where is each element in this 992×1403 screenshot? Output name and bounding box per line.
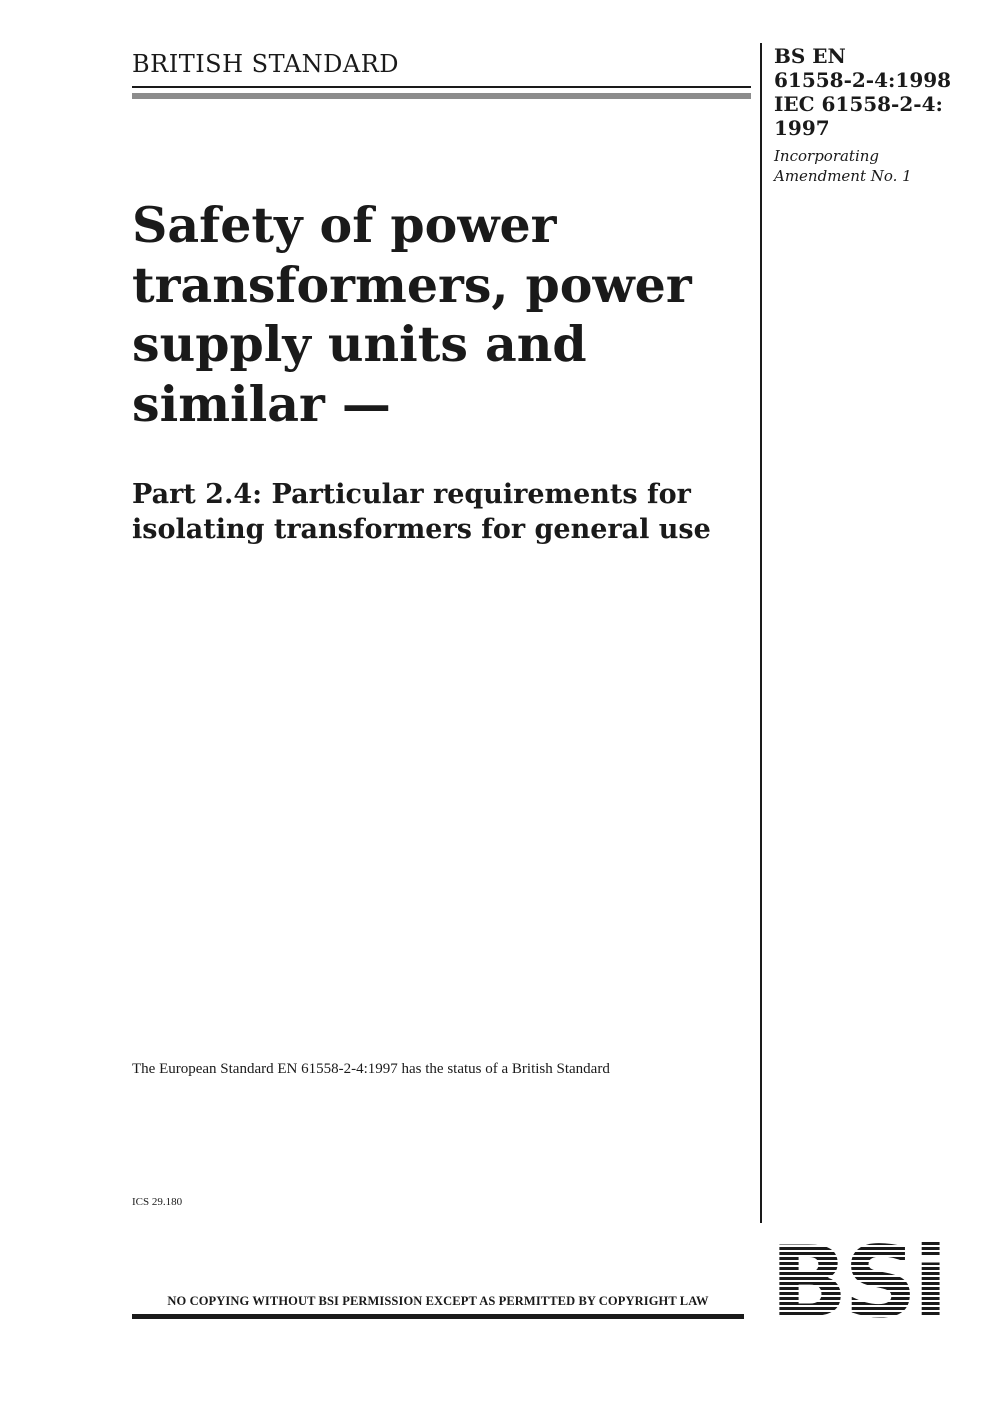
document-subtitle: Part 2.4: Particular requirements for isolating transformers for general use [132, 479, 711, 545]
column-divider [760, 43, 762, 1223]
reference-line: 1997 [774, 116, 830, 140]
status-statement: The European Standard EN 61558-2-4:1997 has the status of a British Standard [132, 1061, 610, 1077]
amendment-line: Amendment No. 1 [774, 167, 912, 185]
amendment-note [774, 146, 984, 186]
standard-label: BRITISH STANDARD [132, 50, 400, 78]
header-rule-thin [132, 86, 751, 88]
header-rule-thick [132, 93, 751, 99]
reference-line: IEC 61558-2-4: [774, 92, 943, 116]
standard-reference [774, 44, 984, 186]
footer-rule [132, 1314, 744, 1319]
copyright-notice: NO COPYING WITHOUT BSI PERMISSION EXCEPT AS PERMITTED BY COPYRIGHT LAW [167, 1294, 709, 1308]
reference-line: 61558-2-4:1998 [774, 68, 952, 92]
ics-code: ICS 29.180 [132, 1196, 183, 1208]
bsi-logo-icon [768, 1242, 946, 1320]
reference-line: BS EN [774, 44, 846, 68]
document-title: Safety of power transformers, power supply units and similar — [132, 196, 692, 433]
svg-text:BSi: BSi [770, 1242, 944, 1320]
amendment-line: Incorporating [774, 147, 880, 165]
